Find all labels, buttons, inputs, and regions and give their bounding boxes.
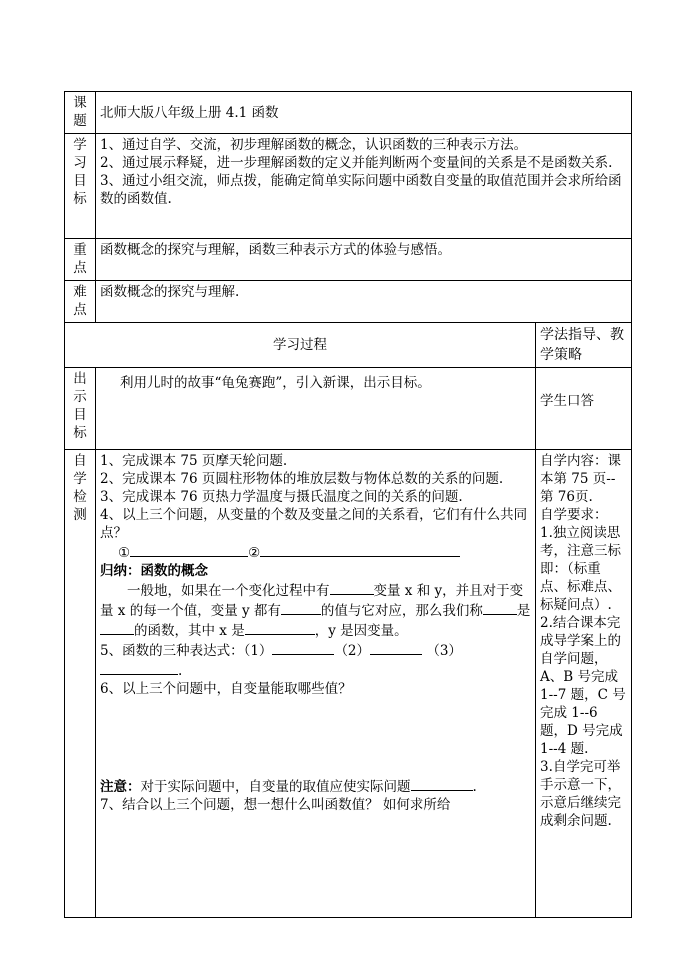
objective-item: 3、通过小组交流，师点拨，能确定简单实际问题中函数自变量的取值范围并会求所给函数的函数值. bbox=[100, 173, 622, 207]
lesson-plan-table bbox=[64, 91, 632, 918]
attention: 注意：对于实际问题中，自变量的取值应使实际问题 . bbox=[100, 776, 531, 796]
answer-blank bbox=[370, 640, 422, 655]
self-study-row bbox=[65, 450, 632, 918]
note-item: 1.独立阅读思考，注意三标即：（标重点、标难点、标疑问点）. bbox=[540, 525, 621, 613]
answer-blank bbox=[245, 620, 315, 635]
difficulties-row bbox=[65, 281, 632, 323]
process-header-main: 学习过程 bbox=[65, 323, 536, 368]
question-1: 1、完成课本 75 页摩天轮问题. bbox=[100, 453, 288, 469]
process-header-side: 学法指导、教学策略 bbox=[536, 323, 632, 368]
question-4-blanks: ① ② bbox=[100, 542, 531, 562]
question-4: 4、以上三个问题，从变量的个数及变量之间的关系看，它们有什么共同点？ bbox=[100, 507, 528, 541]
topic-text: 北师大版八年级上册 4.1 函数 bbox=[96, 92, 632, 134]
show-goals-note: 学生口答 bbox=[536, 368, 632, 450]
self-study-content bbox=[96, 450, 536, 918]
question-7: 7、结合以上三个问题，想一想什么叫函数值？ 如何求所给 bbox=[100, 797, 451, 813]
objectives-row bbox=[65, 134, 632, 239]
answer-blank bbox=[100, 660, 178, 675]
answer-blank bbox=[330, 580, 374, 595]
show-goals-row bbox=[65, 368, 632, 450]
question-5: 5、函数的三种表达式：（1） （2） （3）. bbox=[100, 640, 531, 680]
answer-space bbox=[100, 698, 531, 776]
answer-blank bbox=[100, 620, 134, 635]
answer-blank bbox=[130, 542, 248, 557]
show-goals-label: 出 示 目 标 bbox=[65, 368, 96, 450]
show-goals-text: 利用儿时的故事“龟兔赛跑”，引入新课，出示目标。 bbox=[96, 368, 536, 450]
topic-row bbox=[65, 92, 632, 134]
answer-blank bbox=[411, 776, 473, 791]
objectives-content bbox=[96, 134, 632, 239]
key-points-text: 函数概念的探究与理解，函数三种表示方式的体验与感悟。 bbox=[96, 239, 632, 281]
question-6: 6、以上三个问题中，自变量能取哪些值？ bbox=[100, 681, 352, 697]
difficulties-text: 函数概念的探究与理解. bbox=[96, 281, 632, 323]
question-3: 3、完成课本 76 页热力学温度与摄氏温度之间的关系的问题. bbox=[100, 489, 463, 505]
objective-item: 1、通过自学、交流，初步理解函数的概念，认识函数的三种表示方法。 bbox=[100, 137, 528, 153]
objective-item: 2、通过展示释疑，进一步理解函数的定义并能判断两个变量间的关系是不是函数关系. bbox=[100, 155, 613, 171]
note-item: 2.结合课本完成导学案上的自学问题，A、B 号完成 1--7 题，C 号完成 1--6 题，D 号完成 1--4 题. bbox=[540, 615, 626, 757]
self-study-notes bbox=[536, 450, 632, 918]
objectives-label: 学 习 目 标 bbox=[65, 134, 96, 239]
note-item: 自学要求： bbox=[540, 507, 608, 523]
note-item: 自学内容：课本第 75 页--第 76页. bbox=[540, 453, 621, 505]
self-study-label: 自 学 检 测 bbox=[65, 450, 96, 918]
topic-label: 课 题 bbox=[65, 92, 96, 134]
note-item: 3.自学完可举手示意一下，示意后继续完成剩余问题. bbox=[540, 759, 621, 829]
difficulties-label: 难 点 bbox=[65, 281, 96, 323]
key-points-row bbox=[65, 239, 632, 281]
process-header-row bbox=[65, 323, 632, 368]
answer-blank bbox=[281, 600, 321, 615]
answer-blank bbox=[272, 640, 334, 655]
summary-title: 归纳：函数的概念 bbox=[100, 563, 208, 579]
answer-blank bbox=[260, 542, 460, 557]
function-definition: 一般地，如果在一个变化过程中有 变量 x 和 y，并且对于变量 x 的每一个值，变量 y 都有 的值与它对应，那么我们称 是的函数，其中 x 是 ，y 是因变量。 bbox=[100, 580, 531, 640]
key-points-label: 重 点 bbox=[65, 239, 96, 281]
answer-blank bbox=[483, 600, 517, 615]
question-2: 2、完成课本 76 页圆柱形物体的堆放层数与物体总数的关系的问题. bbox=[100, 471, 504, 487]
